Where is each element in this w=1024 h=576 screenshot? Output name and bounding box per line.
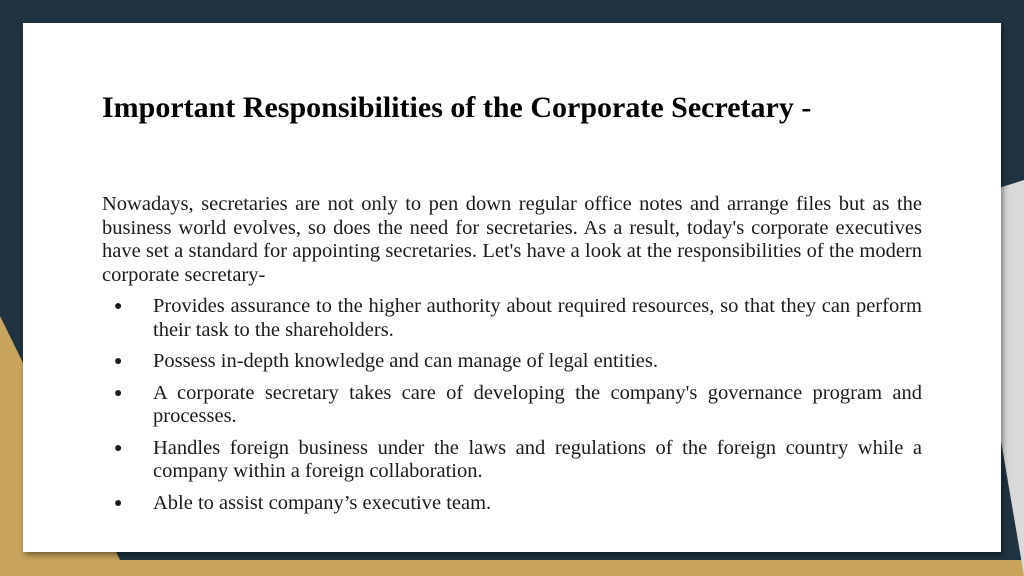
list-item bbox=[102, 437, 922, 484]
list-item-text: Able to assist company’s executive team. bbox=[153, 491, 492, 514]
list-item-text: Provides assurance to the higher authority about required resources, so that they can perform their task to the shareholders. bbox=[153, 295, 922, 341]
list-item-text: A corporate secretary takes care of developing the company's governance program and processes. bbox=[153, 381, 922, 427]
list-item bbox=[102, 382, 922, 429]
slide-card bbox=[23, 23, 1001, 552]
list-item bbox=[102, 350, 922, 374]
bullet-icon: ● bbox=[114, 299, 123, 314]
bullet-icon: ● bbox=[114, 385, 123, 401]
bullet-icon: ● bbox=[114, 495, 123, 511]
bullet-icon: ● bbox=[114, 440, 123, 456]
list-item-text: Possess in-depth knowledge and can manage of legal entities. bbox=[153, 350, 658, 372]
list-item bbox=[102, 295, 922, 342]
intro-paragraph: Nowadays, secretaries are not only to pen down regular office notes and arrange files but as the business world evolves, so does the need for secretaries. As a result, today's corporate executives have set a standard for appointing secretaries. Let's have a look at the responsibilities of the modern corporate secretary- bbox=[102, 193, 922, 286]
list-item bbox=[102, 492, 922, 516]
slide-title: Important Responsibilities of the Corporate Secretary - bbox=[102, 91, 812, 124]
responsibilities-list bbox=[102, 295, 922, 523]
bullet-icon: ● bbox=[114, 354, 123, 369]
list-item-text: Handles foreign business under the laws and regulations of the foreign country while a company within a foreign collaboration. bbox=[153, 436, 922, 482]
